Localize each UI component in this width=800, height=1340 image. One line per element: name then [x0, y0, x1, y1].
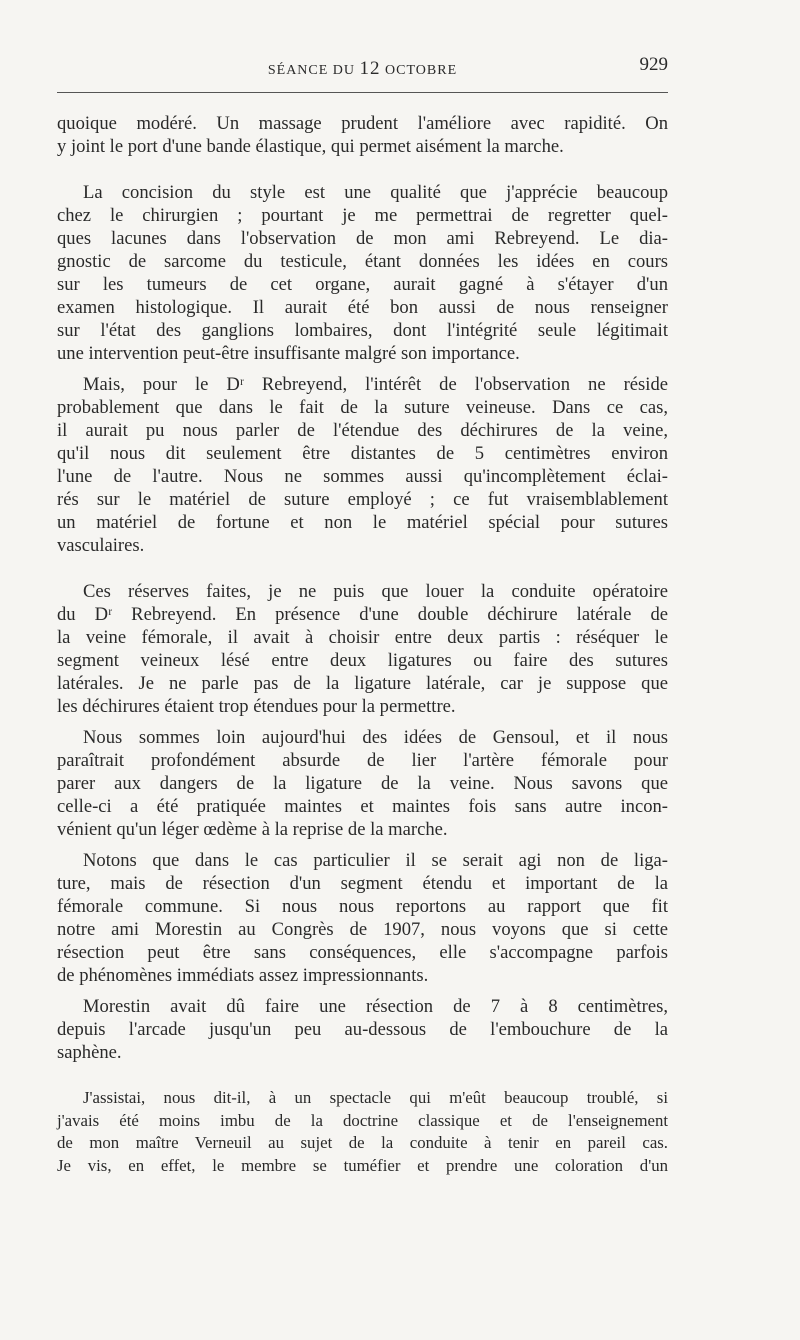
text-line: depuis l'arcade jusqu'un peu au-dessous de l'embouchure de la — [57, 1019, 668, 1040]
paragraph-gap — [57, 365, 668, 373]
paragraph — [57, 726, 668, 841]
text-line: l'une de l'autre. Nous ne sommes aussi qu'incomplètement éclai- — [57, 466, 668, 487]
paragraph-gap — [57, 557, 668, 580]
text-line: quoique modéré. Un massage prudent l'améliore avec rapidité. On — [57, 113, 668, 134]
text-line: de phénomènes immédiats assez impressionnants. — [57, 965, 429, 986]
page-number: 929 — [639, 54, 668, 75]
title-text: SÉANCE DU — [267, 63, 360, 78]
text-line: ques lacunes dans l'observation de mon ami Rebreyend. Le dia- — [57, 228, 668, 249]
text-line: la veine fémorale, il avait à choisir entre deux partis : réséquer le — [57, 627, 668, 648]
text-line: j'avais été moins imbu de la doctrine classique et de l'enseignement — [57, 1110, 668, 1130]
text-line: J'assistai, nous dit-il, à un spectacle qui m'eût beaucoup troublé, si — [83, 1088, 668, 1107]
text-line: La concision du style est une qualité que j'apprécie beaucoup — [83, 182, 668, 203]
paragraph — [57, 580, 668, 718]
paragraph — [57, 849, 668, 987]
text-line: gnostic de sarcome du testicule, étant données les idées en cours — [57, 251, 668, 272]
text-line: qu'il nous dit seulement être distantes de 5 centimètres environ — [57, 443, 668, 464]
paragraph-gap — [57, 1064, 668, 1087]
text-line: vénient qu'un léger œdème à la reprise de la marche. — [57, 819, 448, 840]
text-line: celle-ci a été pratiquée maintes et maintes fois sans autre incon- — [57, 796, 668, 817]
text-line: Morestin avait dû faire une résection de 7 à 8 centimètres, — [83, 996, 668, 1017]
paragraph — [57, 181, 668, 365]
text-line: Ces réserves faites, je ne puis que louer la conduite opératoire — [83, 581, 668, 602]
text-line: y joint le port d'une bande élastique, qui permet aisément la marche. — [57, 136, 564, 157]
paragraph-gap — [57, 841, 668, 849]
text-line: sur l'état des ganglions lombaires, dont l'intégrité seule légitimait — [57, 320, 668, 341]
text-line: sur les tumeurs de cet organe, aurait gagné à s'étayer d'un — [57, 274, 668, 295]
text-line: vasculaires. — [57, 535, 145, 556]
text-line: Je vis, en effet, le membre se tuméfier et prendre une coloration d'un — [57, 1155, 668, 1175]
text-line: Nous sommes loin aujourd'hui des idées de Gensoul, et il nous — [83, 727, 668, 748]
text-line: notre ami Morestin au Congrès de 1907, nous voyons que si cette — [57, 919, 668, 940]
text-line: parer aux dangers de la ligature de la veine. Nous savons que — [57, 773, 668, 794]
running-title — [57, 58, 668, 80]
text-line: Mais, pour le Dʳ Rebreyend, l'intérêt de l'observation ne réside — [83, 374, 668, 395]
paragraph — [57, 373, 668, 557]
text-line: saphène. — [57, 1042, 122, 1063]
running-header — [57, 52, 668, 82]
text-line: il aurait pu nous parler de l'étendue des déchirures de la veine, — [57, 420, 668, 441]
paragraph — [57, 995, 668, 1064]
paragraph — [57, 112, 668, 158]
header-rule — [57, 92, 668, 93]
title-date: 12 — [359, 58, 381, 79]
text-line: les déchirures étaient trop étendues pour la permettre. — [57, 696, 456, 717]
paragraph-gap — [57, 987, 668, 995]
text-line: rés sur le matériel de suture employé ; ce fut vraisemblablement — [57, 489, 668, 510]
text-line: Notons que dans le cas particulier il se serait agi non de liga- — [83, 850, 668, 871]
text-line: segment veineux lésé entre deux ligatures ou faire des sutures — [57, 650, 668, 671]
text-line: chez le chirurgien ; pourtant je me permettrai de regretter quel- — [57, 205, 668, 226]
text-line: paraîtrait profondément absurde de lier l'artère fémorale pour — [57, 750, 668, 771]
text-line: du Dʳ Rebreyend. En présence d'une double déchirure latérale de — [57, 604, 668, 625]
text-line: fémorale commune. Si nous nous reportons au rapport que fit — [57, 896, 668, 917]
text-line: un matériel de fortune et non le matériel spécial pour sutures — [57, 512, 668, 533]
page-body — [57, 112, 668, 1177]
title-month: OCTOBRE — [380, 63, 458, 78]
text-line: résection peut être sans conséquences, elle s'accompagne parfois — [57, 942, 668, 963]
paragraph-gap — [57, 718, 668, 726]
text-line: une intervention peut-être insuffisante malgré son importance. — [57, 343, 520, 364]
text-line: ture, mais de résection d'un segment étendu et important de la — [57, 873, 668, 894]
paragraph-gap — [57, 158, 668, 181]
text-line: examen histologique. Il aurait été bon aussi de nous renseigner — [57, 297, 668, 318]
text-line: de mon maître Verneuil au sujet de la conduite à tenir en pareil cas. — [57, 1133, 668, 1153]
quoted-paragraph — [57, 1087, 668, 1177]
text-line: latérales. Je ne parle pas de la ligature latérale, car je suppose que — [57, 673, 668, 694]
text-line: probablement que dans le fait de la suture veineuse. Dans ce cas, — [57, 397, 668, 418]
